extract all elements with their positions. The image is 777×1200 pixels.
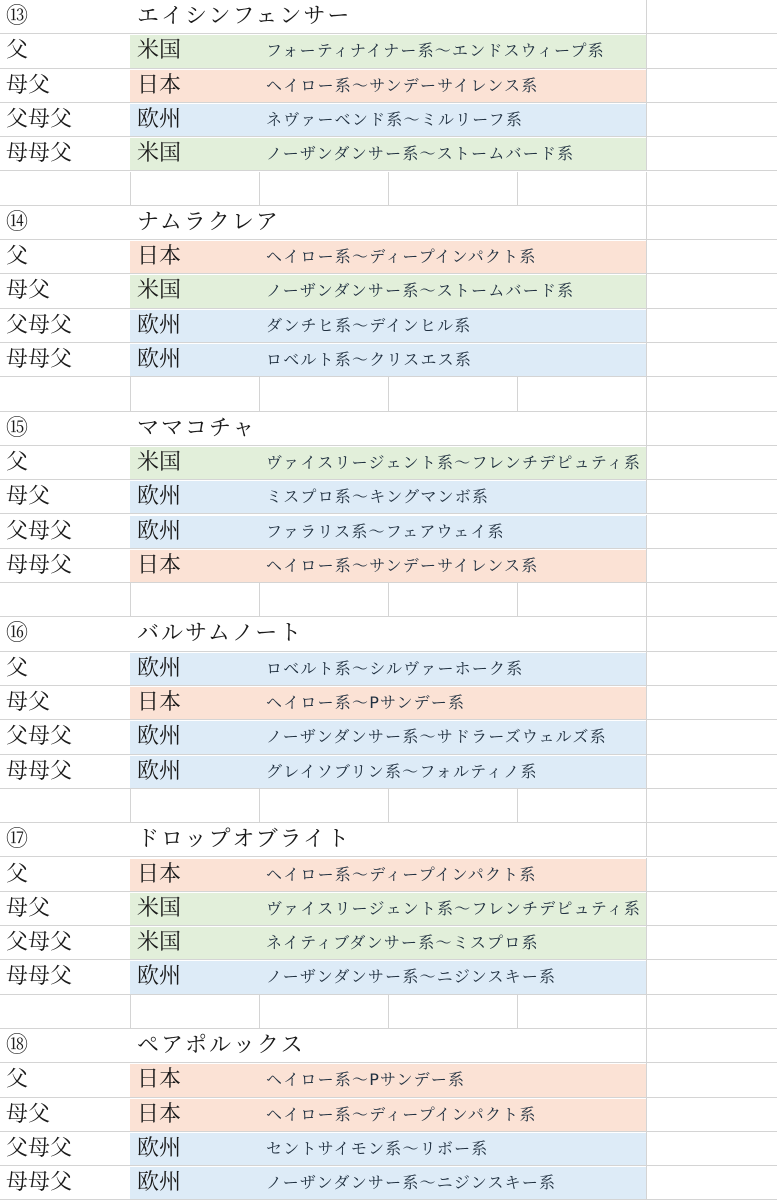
grid-line: [388, 995, 389, 1029]
region-label: 欧州: [137, 964, 182, 990]
relation-label: 母父: [6, 1101, 51, 1127]
lineage-text: グレイソブリン系～フォルティノ系: [266, 761, 538, 781]
lineage-text: ネイティブダンサー系～ミスプロ系: [266, 933, 539, 953]
grid-line: [646, 343, 647, 377]
pedigree-row[interactable]: [0, 240, 777, 274]
lineage-text: ダンチヒ系～デインヒル系: [266, 315, 472, 335]
region-label: 日本: [137, 72, 182, 98]
pedigree-row[interactable]: [0, 755, 777, 789]
grid-line: [388, 789, 389, 823]
spacer-row: [0, 789, 777, 823]
grid-line: [646, 755, 647, 789]
grid-line: [646, 1098, 647, 1132]
lineage-text: ロベルト系～シルヴァーホーク系: [266, 658, 524, 678]
region-label: 日本: [137, 690, 182, 715]
grid-line: [646, 789, 647, 823]
lineage-text: ノーザンダンサー系～ストームバード系: [266, 144, 575, 164]
spacer-row: [0, 172, 777, 206]
region-label: 米国: [137, 895, 182, 921]
lineage-text: ノーザンダンサー系～ニジンスキー系: [266, 1173, 557, 1193]
grid-line: [646, 686, 647, 720]
relation-label: 父: [6, 1067, 29, 1093]
lineage-text: ヴァイスリージェント系～フレンチデピュティ系: [266, 898, 642, 918]
region-label: 日本: [137, 861, 182, 887]
region-label: 欧州: [137, 1170, 182, 1196]
lineage-text: フォーティナイナー系～エンドスウィープ系: [266, 41, 605, 61]
region-label: 欧州: [137, 312, 182, 338]
relation-label: 母父: [6, 895, 51, 921]
relation-label: 父: [6, 655, 29, 681]
region-label: 米国: [137, 141, 182, 167]
horse-header-row[interactable]: [0, 412, 777, 446]
region-label: 米国: [137, 930, 182, 956]
region-label: 欧州: [137, 724, 182, 750]
grid-line: [646, 480, 647, 514]
grid-line: [646, 720, 647, 754]
grid-line: [646, 1132, 647, 1166]
grid-line: [646, 652, 647, 686]
grid-line: [646, 69, 647, 103]
pedigree-row[interactable]: [0, 1063, 777, 1097]
lineage-text: ヘイロー系～Pサンデー系: [266, 693, 466, 712]
grid-line: [646, 206, 647, 240]
grid-line: [646, 892, 647, 926]
horse-number: ⑱: [6, 1033, 29, 1058]
grid-line: [646, 515, 647, 549]
spacer-row: [0, 995, 777, 1029]
relation-label: 母母父: [6, 141, 73, 167]
relation-label: 母母父: [6, 552, 73, 578]
grid-line: [646, 1166, 647, 1200]
pedigree-row[interactable]: [0, 720, 777, 754]
lineage-text: ノーザンダンサー系～サドラーズウェルズ系: [266, 727, 607, 747]
pedigree-row[interactable]: [0, 549, 777, 583]
pedigree-row[interactable]: [0, 858, 777, 892]
lineage-text: ロベルト系～クリスエス系: [266, 350, 473, 369]
grid-line: [646, 960, 647, 994]
pedigree-row[interactable]: [0, 515, 777, 549]
pedigree-row[interactable]: [0, 103, 777, 137]
grid-line: [646, 995, 647, 1029]
grid-line: [517, 583, 518, 617]
horse-name: ドロップオブライト: [137, 827, 352, 853]
horse-name: ママコチャ: [137, 415, 257, 441]
grid-line: [646, 583, 647, 617]
grid-line: [646, 309, 647, 343]
lineage-text: ヘイロー系～ディープインパクト系: [266, 247, 537, 267]
pedigree-row[interactable]: [0, 34, 777, 68]
lineage-text: ヘイロー系～ディープインパクト系: [266, 864, 537, 884]
lineage-text: ヴァイスリージェント系～フレンチデピュティ系: [266, 452, 642, 472]
horse-name: ペアポルックス: [137, 1033, 305, 1058]
spacer-row: [0, 377, 777, 411]
grid-line: [130, 172, 131, 206]
lineage-text: ファラリス系～フェアウェイ系: [266, 521, 505, 541]
grid-line: [646, 240, 647, 274]
pedigree-row[interactable]: [0, 1166, 777, 1200]
horse-number: ⑭: [6, 209, 29, 235]
relation-label: 父: [6, 449, 29, 475]
lineage-text: セントサイモン系～リボー系: [266, 1138, 489, 1158]
lineage-text: ミスプロ系～キングマンボ系: [266, 487, 490, 507]
lineage-text: ヘイロー系～サンデーサイレンス系: [266, 75, 539, 95]
grid-line: [388, 172, 389, 206]
grid-line: [646, 1029, 647, 1063]
horse-header-row[interactable]: [0, 206, 777, 240]
grid-line: [259, 377, 260, 411]
pedigree-row[interactable]: [0, 69, 777, 103]
pedigree-row[interactable]: [0, 309, 777, 343]
region-label: 欧州: [137, 1135, 182, 1161]
grid-line: [130, 583, 131, 617]
grid-line: [646, 823, 647, 857]
region-label: 欧州: [137, 655, 182, 681]
pedigree-row[interactable]: [0, 686, 777, 720]
grid-line: [646, 446, 647, 480]
grid-line: [259, 789, 260, 823]
relation-label: 母母父: [6, 758, 73, 784]
relation-label: 父母父: [6, 106, 73, 132]
region-label: 日本: [137, 1067, 182, 1093]
horse-number: ⑰: [6, 827, 29, 853]
grid-line: [259, 995, 260, 1029]
region-label: 欧州: [137, 758, 182, 784]
region-label: 欧州: [137, 484, 182, 510]
relation-label: 母父: [6, 278, 51, 304]
grid-line: [646, 412, 647, 446]
region-label: 欧州: [137, 518, 182, 544]
relation-label: 父母父: [6, 312, 73, 338]
region-label: 欧州: [137, 347, 182, 372]
region-label: 日本: [137, 552, 182, 578]
grid-line: [517, 172, 518, 206]
pedigree-row[interactable]: [0, 892, 777, 926]
grid-line: [130, 995, 131, 1029]
pedigree-row[interactable]: [0, 343, 777, 377]
region-label: 日本: [137, 244, 182, 270]
grid-line: [646, 549, 647, 583]
pedigree-row[interactable]: [0, 960, 777, 994]
horse-header-row[interactable]: [0, 1029, 777, 1063]
grid-line: [646, 0, 647, 34]
grid-line: [259, 583, 260, 617]
grid-line: [130, 789, 131, 823]
grid-line: [130, 377, 131, 411]
grid-line: [646, 103, 647, 137]
horse-number: ⑮: [6, 415, 29, 441]
pedigree-row[interactable]: [0, 1132, 777, 1166]
horse-number: ⑬: [6, 4, 29, 29]
pedigree-row[interactable]: [0, 446, 777, 480]
region-label: 米国: [137, 449, 182, 475]
pedigree-row[interactable]: [0, 1098, 777, 1132]
relation-label: 父母父: [6, 1135, 73, 1161]
pedigree-row[interactable]: [0, 137, 777, 171]
spacer-row: [0, 583, 777, 617]
lineage-text: ヘイロー系～Pサンデー系: [266, 1070, 466, 1090]
horse-header-row[interactable]: [0, 617, 777, 651]
grid-line: [646, 617, 647, 651]
pedigree-row[interactable]: [0, 652, 777, 686]
relation-label: 父: [6, 861, 29, 887]
relation-label: 母母父: [6, 964, 73, 990]
lineage-text: ネヴァーベンド系～ミルリーフ系: [266, 109, 524, 129]
region-label: 米国: [137, 38, 182, 64]
relation-label: 母母父: [6, 347, 73, 372]
grid-line: [646, 1063, 647, 1097]
horse-header-row[interactable]: [0, 0, 777, 34]
region-label: 米国: [137, 278, 182, 304]
grid-line: [517, 995, 518, 1029]
pedigree-row[interactable]: [0, 480, 777, 514]
lineage-text: ヘイロー系～ディープインパクト系: [266, 1104, 537, 1124]
horse-name: ナムラクレア: [137, 209, 280, 235]
grid-line: [388, 377, 389, 411]
pedigree-row[interactable]: [0, 274, 777, 308]
horse-header-row[interactable]: [0, 823, 777, 857]
grid-line: [646, 858, 647, 892]
relation-label: 父母父: [6, 930, 73, 956]
relation-label: 父: [6, 38, 29, 64]
grid-line: [646, 34, 647, 68]
grid-line: [646, 274, 647, 308]
grid-line: [646, 172, 647, 206]
relation-label: 母父: [6, 72, 51, 98]
grid-line: [646, 926, 647, 960]
region-label: 日本: [137, 1101, 182, 1127]
horse-name: エイシンフェンサー: [137, 4, 352, 29]
pedigree-row[interactable]: [0, 926, 777, 960]
lineage-text: ヘイロー系～サンデーサイレンス系: [266, 555, 539, 575]
grid-line: [388, 583, 389, 617]
lineage-text: ノーザンダンサー系～ストームバード系: [266, 281, 575, 301]
grid-line: [646, 137, 647, 171]
relation-label: 母母父: [6, 1170, 73, 1196]
grid-line: [646, 377, 647, 411]
relation-label: 父母父: [6, 724, 73, 750]
grid-line: [259, 172, 260, 206]
horse-name: バルサムノート: [137, 621, 304, 647]
relation-label: 母父: [6, 484, 51, 510]
relation-label: 父母父: [6, 518, 73, 544]
grid-line: [517, 377, 518, 411]
region-label: 欧州: [137, 106, 182, 132]
relation-label: 母父: [6, 690, 51, 715]
relation-label: 父: [6, 244, 29, 270]
grid-line: [517, 789, 518, 823]
horse-number: ⑯: [6, 621, 29, 647]
lineage-text: ノーザンダンサー系～ニジンスキー系: [266, 967, 557, 987]
